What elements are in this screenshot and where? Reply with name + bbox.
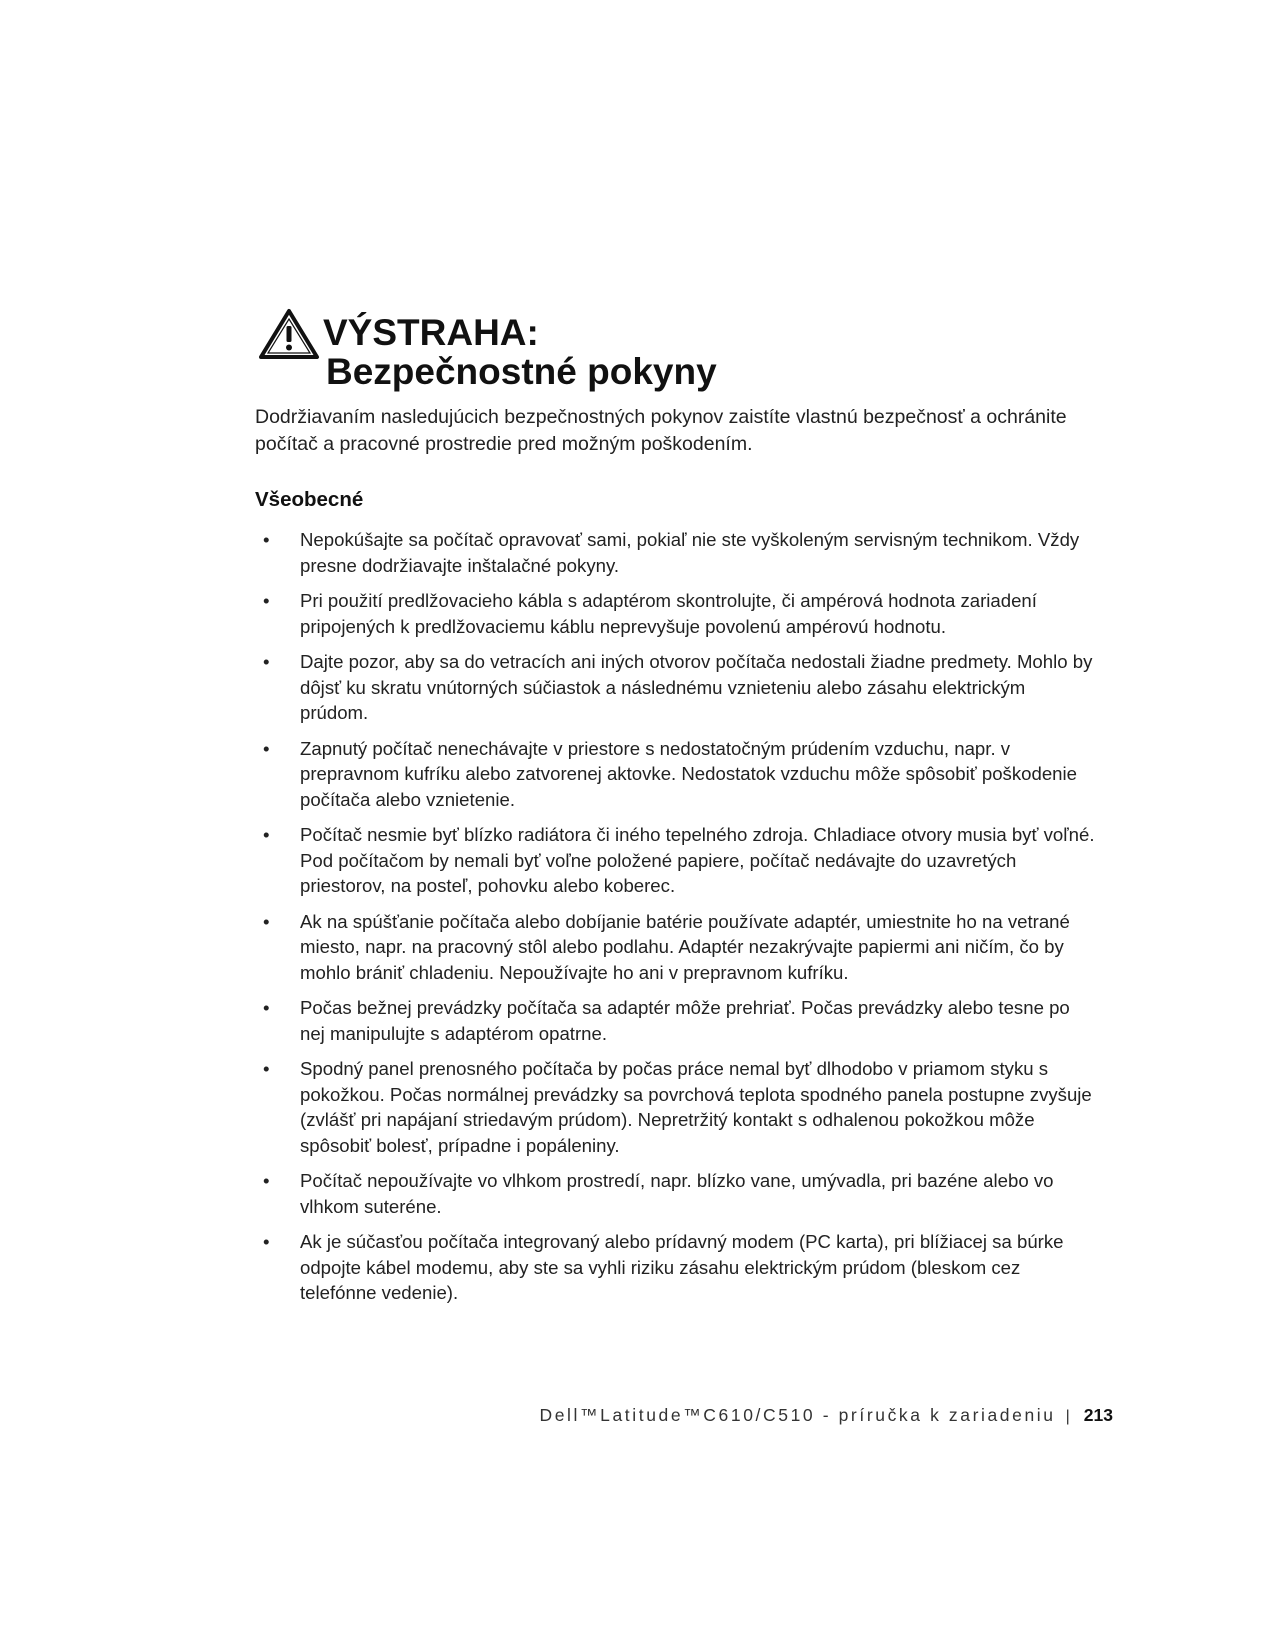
page-title-line1: VÝSTRAHA: <box>323 312 539 353</box>
list-item-text: Počítač nesmie byť blízko radiátora či iného tepelného zdroja. Chladiace otvory musia byť voľné. Pod počítačom by nemali byť voľne položené papiere, počítač nedávajte do uzavretých priestorov, na posteľ, pohovku alebo koberec. <box>300 824 1095 896</box>
footer-book-title: Dell™Latitude™C610/C510 - príručka k zariadeniu <box>539 1405 1056 1425</box>
bullet-marker: • <box>263 590 270 611</box>
list-item <box>255 995 1095 1046</box>
page-title-line2: Bezpečnostné pokyny <box>326 351 717 392</box>
bullet-marker: • <box>263 651 270 672</box>
list-item-text: Ak na spúšťanie počítača alebo dobíjanie batérie používate adaptér, umiestnite ho na vetrané miesto, napr. na pracovný stôl alebo podlahu. Adaptér nezakrývajte papiermi ani ničím, čo by mohlo brániť chladeniu. Nepoužívajte ho ani v prepravnom kufríku. <box>300 910 1070 983</box>
list-item <box>255 588 1095 639</box>
list-item <box>255 909 1095 986</box>
bullet-marker: • <box>263 1058 270 1079</box>
list-item <box>255 1056 1095 1158</box>
list-item-text: Zapnutý počítač nenechávajte v priestore s nedostatočným prúdením vzduchu, napr. v prepravnom kufríku alebo zatvorenej aktovke. Nedostatok vzduchu môže spôsobiť poškodenie počítača alebo vznietenie. <box>300 737 1077 810</box>
list-item-text: Pri použití predlžovacieho kábla s adaptérom skontrolujte, či ampérová hodnota zariadení pripojených k predlžovaciemu káblu neprevyšuje povolenú ampérovú hodnotu. <box>300 590 1037 637</box>
bullet-marker: • <box>263 910 270 932</box>
list-item-text: Spodný panel prenosného počítača by počas práce nemal byť dlhodobo v priamom styku s pokožkou. Počas normálnej prevádzky sa povrchová teplota spodného panela postupne zvyšuje (zvlášť pri napájaní striedavým prúdom). Nepretržitý kontakt s odhalenou pokožkou môže spôsobiť bolesť, prípadne i popáleniny. <box>300 1058 1092 1156</box>
list-item <box>255 1168 1095 1219</box>
bullet-marker: • <box>263 824 270 845</box>
bullet-marker: • <box>263 1170 270 1191</box>
bullet-marker: • <box>263 737 270 759</box>
list-item <box>255 822 1095 899</box>
list-item <box>255 527 1095 578</box>
list-item-text: Počítač nepoužívajte vo vlhkom prostredí, napr. blízko vane, umývadla, pri bazéne alebo vo vlhkom suteréne. <box>300 1170 1054 1217</box>
list-item-text: Počas bežnej prevádzky počítača sa adaptér môže prehriať. Počas prevádzky alebo tesne po nej manipulujte s adaptérom opatrne. <box>300 997 1070 1044</box>
bullet-marker: • <box>263 529 270 550</box>
intro-paragraph: Dodržiavaním nasledujúcich bezpečnostných pokynov zaistíte vlastnú bezpečnosť a ochránite počítač a pracovné prostredie pred možným poškodením. <box>255 406 1067 455</box>
bullet-marker: • <box>263 1231 270 1252</box>
page-footer <box>539 1405 1113 1426</box>
footer-separator: | <box>1065 1408 1070 1425</box>
list-item <box>255 1229 1095 1306</box>
list-item-text: Nepokúšajte sa počítač opravovať sami, pokiaľ nie ste vyškoleným servisným technikom. Vždy presne dodržiavajte inštalačné pokyny. <box>300 529 1080 576</box>
list-item-text: Dajte pozor, aby sa do vetracích ani iných otvorov počítača nedostali žiadne predmety. Mohlo by dôjsť ku skratu vnútorných súčiastok a následnému vznieteniu alebo zásahu elektrickým prúdom. <box>300 651 1093 723</box>
list-item-text: Ak je súčasťou počítača integrovaný alebo prídavný modem (PC karta), pri blížiacej sa búrke odpojte kábel modemu, aby ste sa vyhli riziku zásahu elektrickým prúdom (bleskom cez telefónne vedenie). <box>300 1231 1064 1303</box>
safety-bullet-list <box>255 527 1095 1316</box>
page-number: 213 <box>1083 1405 1113 1425</box>
list-item <box>255 649 1095 726</box>
bullet-marker: • <box>263 997 270 1018</box>
section-heading: Všeobecné <box>255 488 364 511</box>
warning-triangle-icon <box>258 308 320 360</box>
list-item <box>255 736 1095 813</box>
